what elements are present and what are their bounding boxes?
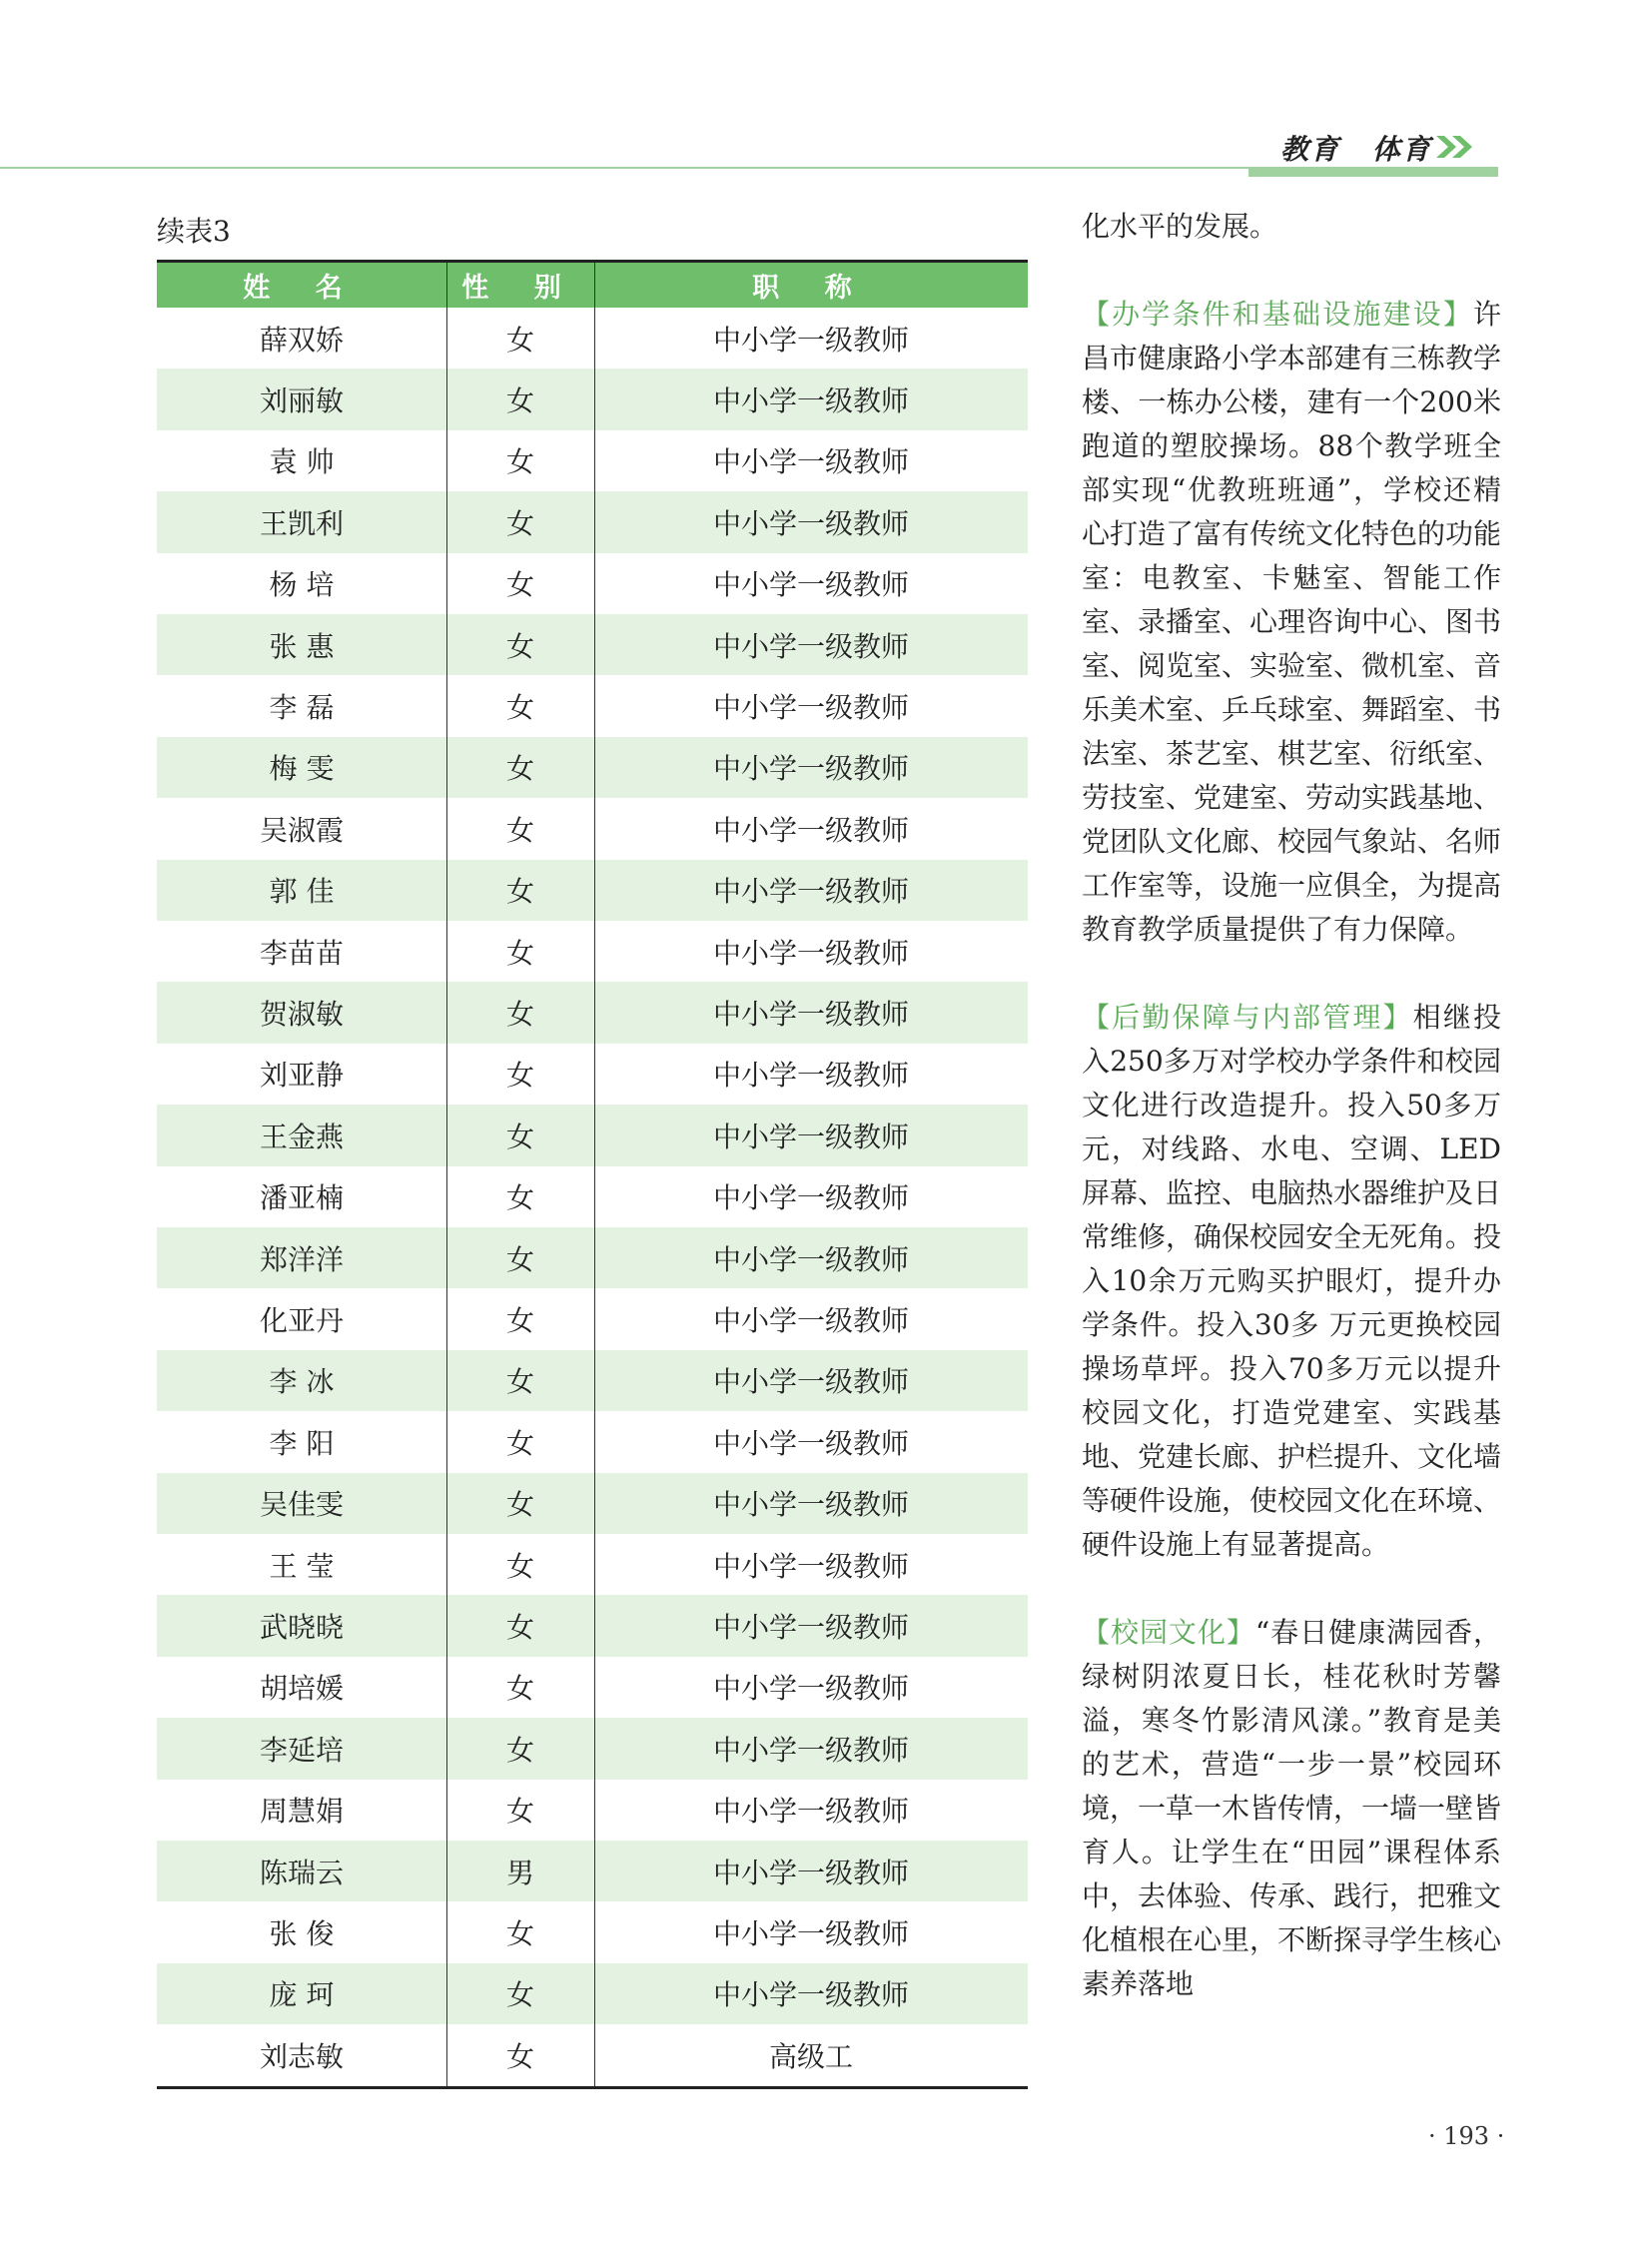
cell-gender: 女 xyxy=(505,936,534,970)
table-row xyxy=(157,1105,1028,1165)
table-row xyxy=(157,1534,1028,1595)
cell-title: 中小学一级教师 xyxy=(712,1365,909,1399)
cell-name: 李 阳 xyxy=(269,1426,335,1460)
table-row xyxy=(157,308,1028,369)
cell-title: 中小学一级教师 xyxy=(712,1120,909,1153)
cell-title: 中小学一级教师 xyxy=(712,1426,909,1460)
cell-title: 中小学一级教师 xyxy=(712,568,909,602)
cell-name: 胡培媛 xyxy=(259,1672,344,1706)
table-row xyxy=(157,1657,1028,1718)
cell-gender: 女 xyxy=(505,1488,534,1522)
section-title: 教育 体育 xyxy=(1280,133,1432,166)
cell-name: 化亚丹 xyxy=(259,1304,344,1338)
table-row xyxy=(157,1227,1028,1288)
table-header-row xyxy=(157,263,1028,308)
table-row xyxy=(157,1718,1028,1779)
cell-gender: 女 xyxy=(505,2039,534,2073)
section-heading: 【后勤保障与内部管理】 xyxy=(1082,1001,1413,1034)
article-section xyxy=(1082,996,1501,1567)
cell-title: 中小学一级教师 xyxy=(712,323,909,357)
double-chevron-icon xyxy=(1436,134,1478,160)
section-heading: 【办学条件和基础设施建设】 xyxy=(1082,298,1473,331)
cell-title: 中小学一级教师 xyxy=(712,445,909,479)
cell-gender: 女 xyxy=(505,1059,534,1093)
header-tab-bar xyxy=(1248,167,1498,177)
cell-title: 中小学一级教师 xyxy=(712,875,909,909)
cell-gender: 女 xyxy=(505,323,534,357)
cell-name: 庞 珂 xyxy=(269,1978,335,2012)
table-bottom-rule xyxy=(157,2086,1028,2089)
cell-title: 中小学一级教师 xyxy=(712,384,909,418)
cell-gender: 女 xyxy=(505,1181,534,1215)
cell-name: 吴淑霞 xyxy=(259,813,344,847)
cell-name: 薛双娇 xyxy=(259,323,344,357)
table-row xyxy=(157,737,1028,798)
cell-gender: 女 xyxy=(505,998,534,1032)
table-row xyxy=(157,1350,1028,1411)
cell-title: 中小学一级教师 xyxy=(712,1795,909,1829)
cell-title: 中小学一级教师 xyxy=(712,1488,909,1522)
cell-name: 李苗苗 xyxy=(259,936,344,970)
cell-name: 李 磊 xyxy=(269,691,335,725)
cell-name: 吴佳雯 xyxy=(259,1488,344,1522)
cell-name: 张 俊 xyxy=(269,1917,335,1951)
cell-name: 刘丽敏 xyxy=(259,384,344,418)
cell-title: 中小学一级教师 xyxy=(712,813,909,847)
cell-name: 王凯利 xyxy=(259,506,344,540)
cell-gender: 女 xyxy=(505,1304,534,1338)
cell-gender: 女 xyxy=(505,506,534,540)
cell-gender: 女 xyxy=(505,813,534,847)
cell-title: 中小学一级教师 xyxy=(712,629,909,663)
section-heading: 【校园文化】 xyxy=(1082,1616,1255,1649)
table-row xyxy=(157,369,1028,429)
article-column xyxy=(1082,205,1501,2006)
table-row xyxy=(157,614,1028,675)
cell-title: 中小学一级教师 xyxy=(712,1733,909,1767)
cell-gender: 女 xyxy=(505,1242,534,1276)
cell-title: 中小学一级教师 xyxy=(712,506,909,540)
table-row xyxy=(157,1473,1028,1534)
cell-title: 中小学一级教师 xyxy=(712,1917,909,1951)
table-row xyxy=(157,1288,1028,1349)
table-caption: 续表3 xyxy=(157,215,231,248)
cell-gender: 女 xyxy=(505,1917,534,1951)
cell-gender: 女 xyxy=(505,1120,534,1153)
cell-name: 张 惠 xyxy=(269,629,335,663)
article-section xyxy=(1082,1611,1501,2006)
cell-gender: 女 xyxy=(505,691,534,725)
header-gender: 性 别 xyxy=(461,273,579,304)
table-row xyxy=(157,1901,1028,1962)
article-section xyxy=(1082,293,1501,952)
cell-gender: 女 xyxy=(505,445,534,479)
cell-name: 王 莹 xyxy=(269,1549,335,1583)
cell-name: 王金燕 xyxy=(259,1120,344,1153)
cell-name: 潘亚楠 xyxy=(259,1181,344,1215)
cell-name: 李 冰 xyxy=(269,1365,335,1399)
cell-name: 杨 培 xyxy=(269,568,335,602)
cell-title: 中小学一级教师 xyxy=(712,1059,909,1093)
section-body: “春日健康满园香，绿树阴浓夏日长，桂花秋时芳馨溢，寒冬竹影清风漾。”教育是美的艺术，营造“一步一景”校园环境，一草一木皆传情，一墙一壁皆育人。让学生在“田园”课程体系中，去体验、传承、践行，把雅文化植根在心里，不断探寻学生核心素养落地 xyxy=(1082,1616,1502,2000)
cell-title: 中小学一级教师 xyxy=(712,1856,909,1889)
cell-name: 郑洋洋 xyxy=(259,1242,344,1276)
cell-title: 中小学一级教师 xyxy=(712,936,909,970)
table-row xyxy=(157,1166,1028,1227)
cell-gender: 女 xyxy=(505,1733,534,1767)
table-row xyxy=(157,675,1028,736)
section-body: 许昌市健康路小学本部建有三栋教学楼、一栋办公楼，建有一个200米跑道的塑胶操场。88个教学班全部实现“优教班班通”，学校还精心打造了富有传统文化特色的功能室：电教室、卡魅室、智能工作室、录播室、心理咨询中心、图书室、阅览室、实验室、微机室、音乐美术室、乒乓球室、舞蹈室、书法室、茶艺室、棋艺室、衍纸室、劳技室、党建室、劳动实践基地、党团队文化廊、校园气象站、名师工作室等，设施一应俱全，为提高教育教学质量提供了有力保障。 xyxy=(1082,298,1502,946)
header-title: 职 称 xyxy=(752,273,870,304)
section-body: 相继投入250多万对学校办学条件和校园文化进行改造提升。投入50多万元，对线路、水电、空调、LED屏幕、监控、电脑热水器维护及日常维修，确保校园安全无死角。投入10余万元购买护眼灯，提升办学条件。投入30多 万元更换校园操场草坪。投入70多万元以提升校园文化，打造党建室、实践基地、党建长廊、护栏提升、文化墙等硬件设施，使校园文化在环境、硬件设施上有显著提高。 xyxy=(1082,1001,1502,1561)
table-row xyxy=(157,982,1028,1043)
cell-title: 高级工 xyxy=(768,2039,853,2073)
cell-name: 李延培 xyxy=(259,1733,344,1767)
cell-gender: 女 xyxy=(505,1549,534,1583)
cell-title: 中小学一级教师 xyxy=(712,691,909,725)
cell-name: 贺淑敏 xyxy=(259,998,344,1032)
cell-gender: 女 xyxy=(505,1611,534,1645)
table-row xyxy=(157,430,1028,491)
cell-name: 梅 雯 xyxy=(269,752,335,786)
table-row xyxy=(157,1780,1028,1841)
cell-title: 中小学一级教师 xyxy=(712,1549,909,1583)
cell-title: 中小学一级教师 xyxy=(712,1611,909,1645)
cell-gender: 女 xyxy=(505,1672,534,1706)
cell-title: 中小学一级教师 xyxy=(712,1181,909,1215)
table-row xyxy=(157,1411,1028,1472)
page-number: · 193 · xyxy=(1428,2122,1505,2150)
table-row xyxy=(157,1595,1028,1656)
article-lead: 化水平的发展。 xyxy=(1082,210,1278,243)
table-row xyxy=(157,798,1028,859)
table-row xyxy=(157,860,1028,921)
cell-name: 袁 帅 xyxy=(269,445,335,479)
cell-gender: 女 xyxy=(505,1365,534,1399)
cell-gender: 女 xyxy=(505,1978,534,2012)
column-divider xyxy=(594,263,595,2086)
cell-name: 陈瑞云 xyxy=(259,1856,344,1889)
table-row xyxy=(157,1963,1028,2024)
cell-gender: 女 xyxy=(505,1426,534,1460)
cell-gender: 女 xyxy=(505,629,534,663)
cell-title: 中小学一级教师 xyxy=(712,998,909,1032)
cell-gender: 女 xyxy=(505,1795,534,1829)
cell-gender: 女 xyxy=(505,568,534,602)
table-row xyxy=(157,1841,1028,1901)
cell-title: 中小学一级教师 xyxy=(712,752,909,786)
cell-title: 中小学一级教师 xyxy=(712,1978,909,2012)
cell-gender: 女 xyxy=(505,875,534,909)
cell-title: 中小学一级教师 xyxy=(712,1242,909,1276)
cell-name: 郭 佳 xyxy=(269,875,335,909)
cell-name: 周慧娟 xyxy=(259,1795,344,1829)
cell-gender: 女 xyxy=(505,384,534,418)
cell-name: 武晓晓 xyxy=(259,1611,344,1645)
header-name: 姓 名 xyxy=(243,273,361,304)
table-row xyxy=(157,2024,1028,2085)
cell-title: 中小学一级教师 xyxy=(712,1672,909,1706)
table-row xyxy=(157,491,1028,552)
table-row xyxy=(157,921,1028,982)
cell-gender: 女 xyxy=(505,752,534,786)
table-row xyxy=(157,1044,1028,1105)
cell-title: 中小学一级教师 xyxy=(712,1304,909,1338)
cell-name: 刘亚静 xyxy=(259,1059,344,1093)
cell-gender: 男 xyxy=(505,1856,534,1889)
table-row xyxy=(157,553,1028,614)
column-divider xyxy=(446,263,447,2086)
cell-name: 刘志敏 xyxy=(259,2039,344,2073)
